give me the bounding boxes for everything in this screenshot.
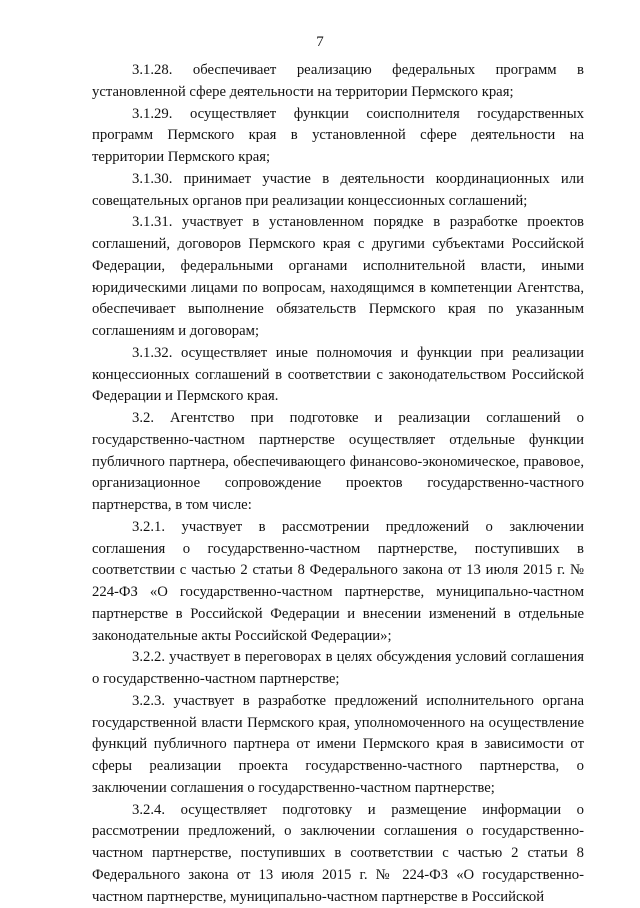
page-number: 7	[0, 33, 640, 51]
paragraph-3-2-4: 3.2.4. осуществляет подготовку и размещение информации о рассмотрении предложений, о заключении соглашения о государственно-частном партнерстве, поступивших в соответствии с частью 2 статьи 8 Федерального закона от 13 июля 2015 г. № 224-ФЗ «О государственно-частном партнерстве, муниципально-частном партнерстве в Российской	[92, 800, 584, 908]
paragraph-3-2-1: 3.2.1. участвует в рассмотрении предложений о заключении соглашения о государственно-частном партнерстве, поступивших в соответствии с частью 2 статьи 8 Федерального закона от 13 июля 2015 г. № 224-ФЗ «О государственно-частном партнерстве, муниципально-частном партнерстве в Российской Федерации и внесении изменений в отдельные законодательные акты Российской Федерации»;	[92, 517, 584, 648]
paragraph-3-1-32: 3.1.32. осуществляет иные полномочия и функции при реализации концессионных соглашений в соответствии с законодательством Российской Федерации и Пермского края.	[92, 343, 584, 408]
paragraph-3-1-29: 3.1.29. осуществляет функции соисполнителя государственных программ Пермского края в установленной сфере деятельности на территории Пермского края;	[92, 104, 584, 169]
paragraph-3-2-3: 3.2.3. участвует в разработке предложений исполнительного органа государственной власти Пермского края, уполномоченного на осуществление функций публичного партнера от имени Пермского края в зависимости от сферы реализации проекта государственно-частного партнерства, о заключении соглашения о государственно-частном партнерстве;	[92, 691, 584, 800]
paragraph-3-1-30: 3.1.30. принимает участие в деятельности координационных или совещательных органов при реализации концессионных соглашений;	[92, 169, 584, 213]
paragraph-3-1-28: 3.1.28. обеспечивает реализацию федеральных программ в установленной сфере деятельности на территории Пермского края;	[92, 60, 584, 104]
paragraph-3-2-2: 3.2.2. участвует в переговорах в целях обсуждения условий соглашения о государственно-частном партнерстве;	[92, 647, 584, 691]
document-body	[92, 60, 584, 908]
paragraph-3-2: 3.2. Агентство при подготовке и реализации соглашений о государственно-частном партнерстве осуществляет отдельные функции публичного партнера, обеспечивающего финансово-экономическое, правовое, организационное сопровождение проектов государственно-частного партнерства, в том числе:	[92, 408, 584, 517]
paragraph-3-1-31: 3.1.31. участвует в установленном порядке в разработке проектов соглашений, договоров Пермского края с другими субъектами Российской Федерации, федеральными органами исполнительной власти, иными юридическими лицами по вопросам, находящимся в компетенции Агентства, обеспечивает выполнение обязательств Пермского края по указанным соглашениям и договорам;	[92, 212, 584, 343]
